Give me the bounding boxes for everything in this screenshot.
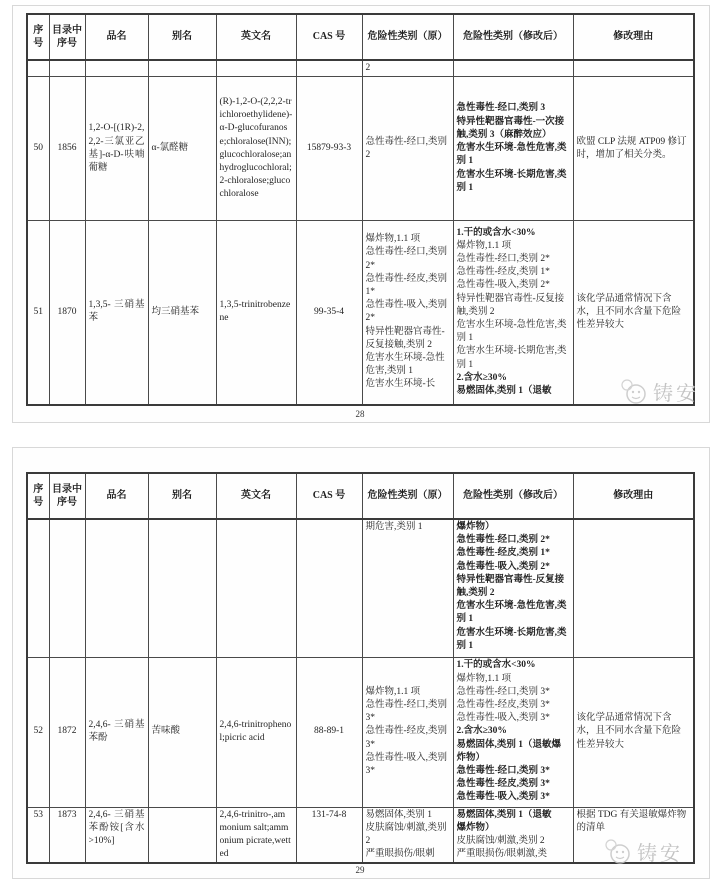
cell-product-name: 1,3,5- 三硝基苯	[85, 221, 148, 405]
hazard-line: 特异性靶器官毒性-反复接触,类别 2	[365, 326, 445, 350]
hazard-line: 特异性靶器官毒性-反复接触,类别 2	[456, 574, 565, 599]
cell-hazard-original	[362, 77, 453, 221]
table-row	[27, 60, 694, 77]
cell-product-name	[85, 519, 148, 657]
hazard-line: 皮肤腐蚀/刺激,类别 2	[365, 822, 447, 846]
hazard-line: 易燃固体,类别 1（退敏爆炸物）	[456, 739, 562, 763]
hazard-line: 特异性靶器官毒性-一次接触,类别 3（麻醉效应）	[456, 116, 565, 140]
hazard-line: 严重眼损伤/眼刺激,类	[456, 849, 548, 860]
cell-cas-number: 88-89-1	[296, 657, 362, 807]
cell-alias	[148, 519, 216, 657]
hazard-table-page-28	[26, 13, 695, 406]
cell-alias: 均三硝基苯	[148, 221, 216, 405]
hazard-line: 特异性靶器官毒性-反复接触,类别 2	[456, 293, 565, 317]
hazard-line: 急性毒性-经口,类别 2*	[456, 535, 550, 546]
cell-hazard-original	[362, 519, 453, 657]
cell-english-name	[216, 519, 296, 657]
table-row	[27, 519, 694, 657]
hazard-line: 爆炸物）	[456, 522, 495, 532]
column-header: 别名	[148, 473, 216, 519]
cell-english-name: 1,3,5-trinitrobenzene	[216, 221, 296, 405]
cell-product-name: 2,4,6- 三硝基苯酚	[85, 657, 148, 807]
hazard-line: 易燃固体,类别 1（退敏	[456, 386, 552, 397]
hazard-line: 急性毒性-经口,类别 3*	[456, 686, 550, 697]
cell-catalog-number: 1870	[49, 221, 85, 405]
hazard-line: 急性毒性-经皮,类别 3*	[456, 699, 550, 710]
hazard-line: 急性毒性-经口,类别 3	[456, 103, 546, 114]
hazard-line: 急性毒性-经口,类别 2*	[456, 254, 550, 265]
hazard-line: 急性毒性-吸入,类别 2*	[365, 300, 448, 324]
column-header: 修改理由	[573, 473, 694, 519]
hazard-line: 易燃固体,类别 1（退敏	[456, 809, 552, 820]
cell-seq: 53	[27, 807, 49, 863]
cell-english-name: 2,4,6-trinitrophenol;picric acid	[216, 657, 296, 807]
cell-seq: 50	[27, 77, 49, 221]
column-header: 危险性类别（修改后）	[453, 14, 573, 60]
cell-reason: 根据 TDG 有关退敏爆炸物的清单	[573, 807, 694, 863]
cell-catalog-number: 1856	[49, 77, 85, 221]
column-header: CAS 号	[296, 14, 362, 60]
cell-hazard-original	[362, 807, 453, 863]
cell-seq	[27, 60, 49, 77]
column-header: 品名	[85, 473, 148, 519]
cell-reason	[573, 60, 694, 77]
column-header: 序号	[27, 14, 49, 60]
hazard-line: 急性毒性-吸入,类别 3*	[456, 792, 550, 803]
cell-english-name: (R)-1,2-O-(2,2,2-trichloroethylidene)-α-D-glucofuranose;chloralose(INN);glucochloralose;anhydroglucochloral;2-chloralose;glucochloralose	[216, 77, 296, 221]
hazard-line: 皮肤腐蚀/刺激,类别 2	[456, 835, 545, 846]
cell-catalog-number	[49, 519, 85, 657]
table-row	[27, 807, 694, 863]
column-header: 品名	[85, 14, 148, 60]
cell-reason: 该化学品通常情况下含水，且不同水含量下危险性差异较大	[573, 221, 694, 405]
hazard-line: 危害水生环境-长期危害,类别 1	[456, 169, 567, 193]
cell-hazard-original	[362, 657, 453, 807]
hazard-line: 急性毒性-吸入,类别 3*	[365, 752, 448, 776]
header-row	[27, 473, 694, 519]
cell-english-name	[216, 60, 296, 77]
watermark-text: 铸安	[653, 382, 699, 405]
cell-seq	[27, 519, 49, 657]
cell-catalog-number: 1873	[49, 807, 85, 863]
column-header: 英文名	[216, 14, 296, 60]
column-header: 修改理由	[573, 14, 694, 60]
hazard-line: 急性毒性-经皮,类别 1*	[456, 548, 550, 559]
table-row	[27, 657, 694, 807]
cell-hazard-revised	[453, 519, 573, 657]
cell-alias: α-氯醛糖	[148, 77, 216, 221]
hazard-line: 急性毒性-吸入,类别 3*	[456, 713, 550, 724]
document-page-29	[12, 447, 710, 879]
header-row	[27, 14, 694, 60]
hazard-line: 急性毒性-经皮,类别 3*	[365, 726, 448, 750]
cell-hazard-revised	[453, 807, 573, 863]
cell-seq: 51	[27, 221, 49, 405]
hazard-line: 急性毒性-吸入,类别 2*	[456, 561, 550, 572]
column-header: 危险性类别（原）	[362, 473, 453, 519]
cell-reason: 欧盟 CLP 法规 ATP09 修订时，增加了相关分类。	[573, 77, 694, 221]
watermark-text: 铸安	[637, 842, 683, 865]
column-header: 目录中序号	[49, 14, 85, 60]
hazard-line: 爆炸物,1.1 项	[365, 234, 421, 245]
hazard-line: 2.含水≥30%	[456, 372, 507, 383]
hazard-line: 急性毒性-经口,类别 3*	[456, 766, 550, 776]
hazard-table	[26, 472, 695, 864]
cell-hazard-revised	[453, 60, 573, 77]
hazard-table-page-29	[26, 472, 695, 864]
column-header: 目录中序号	[49, 473, 85, 519]
hazard-line: 危害水生环境-急性危害,类别 1	[456, 601, 567, 625]
hazard-line: 急性毒性-经皮,类别 1*	[365, 273, 448, 298]
column-header: 序号	[27, 473, 49, 519]
cell-hazard-revised	[453, 657, 573, 807]
cell-cas-number: 131-74-8	[296, 807, 362, 863]
cell-english-name: 2,4,6-trinitro-,ammonium salt;ammonium picrate,wetted	[216, 807, 296, 863]
page-number: 28	[355, 409, 365, 419]
hazard-line: 爆炸物,1.1 项	[456, 240, 512, 251]
hazard-line: 急性毒性-经皮,类别 1*	[456, 267, 550, 278]
column-header: 危险性类别（修改后）	[453, 473, 573, 519]
cell-catalog-number: 1872	[49, 657, 85, 807]
hazard-line: 1.干的或含水<30%	[456, 227, 536, 238]
page-number: 29	[355, 865, 365, 875]
cell-hazard-revised	[453, 77, 573, 221]
hazard-line: 爆炸物）	[456, 822, 495, 833]
hazard-line: 急性毒性-经口,类别 3*	[365, 699, 448, 724]
hazard-line: 急性毒性-经口,类别 2*	[365, 247, 448, 271]
hazard-line: 危害水生环境-长期危害,类别 1	[456, 346, 567, 370]
cell-seq: 52	[27, 657, 49, 807]
cell-product-name	[85, 60, 148, 77]
table-row	[27, 221, 694, 405]
hazard-line: 急性毒性-吸入,类别 2*	[456, 280, 550, 291]
hazard-table	[26, 13, 695, 406]
hazard-line: 急性毒性-经口,类别 2	[365, 136, 448, 160]
hazard-line: 危害水生环境-长	[365, 379, 436, 390]
column-header: 别名	[148, 14, 216, 60]
hazard-line: 爆炸物,1.1 项	[365, 686, 421, 697]
hazard-line: 1.干的或含水<30%	[456, 660, 536, 671]
column-header: CAS 号	[296, 473, 362, 519]
hazard-line: 2	[365, 63, 371, 73]
hazard-line: 危害水生环境-长期危害,类别 1	[456, 627, 567, 651]
cell-alias	[148, 807, 216, 863]
cell-cas-number: 99-35-4	[296, 221, 362, 405]
cell-product-name: 1,2-O-[(1R)-2,2,2-三氯亚乙基]-α-D-呋喃葡糖	[85, 77, 148, 221]
cell-hazard-original	[362, 60, 453, 77]
cell-cas-number	[296, 519, 362, 657]
cell-cas-number	[296, 60, 362, 77]
hazard-line: 急性毒性-经皮,类别 3*	[456, 779, 550, 790]
table-row	[27, 77, 694, 221]
column-header: 危险性类别（原）	[362, 14, 453, 60]
cell-reason	[573, 519, 694, 657]
hazard-line: 2.含水≥30%	[456, 726, 507, 737]
cell-hazard-original	[362, 221, 453, 405]
hazard-line: 危害水生环境-急性危害,类别 1	[365, 353, 445, 377]
hazard-line: 危害水生环境-急性危害,类别 1	[456, 320, 567, 344]
cell-product-name: 2,4,6- 三硝基苯酚铵[含水>10%]	[85, 807, 148, 863]
cell-reason: 该化学品通常情况下含水，且不同水含量下危险性差异较大	[573, 657, 694, 807]
cell-hazard-revised	[453, 221, 573, 405]
cell-alias	[148, 60, 216, 77]
document-page-28	[12, 5, 710, 423]
cell-alias: 苦味酸	[148, 657, 216, 807]
hazard-line: 严重眼损伤/眼刺	[365, 849, 435, 860]
cell-cas-number: 15879-93-3	[296, 77, 362, 221]
hazard-line: 易燃固体,类别 1	[365, 809, 433, 820]
hazard-line: 危害水生环境-急性危害,类别 1	[456, 143, 567, 167]
hazard-line: 期危害,类别 1	[365, 522, 423, 532]
column-header: 英文名	[216, 473, 296, 519]
hazard-line: 爆炸物,1.1 项	[456, 673, 512, 684]
cell-catalog-number	[49, 60, 85, 77]
